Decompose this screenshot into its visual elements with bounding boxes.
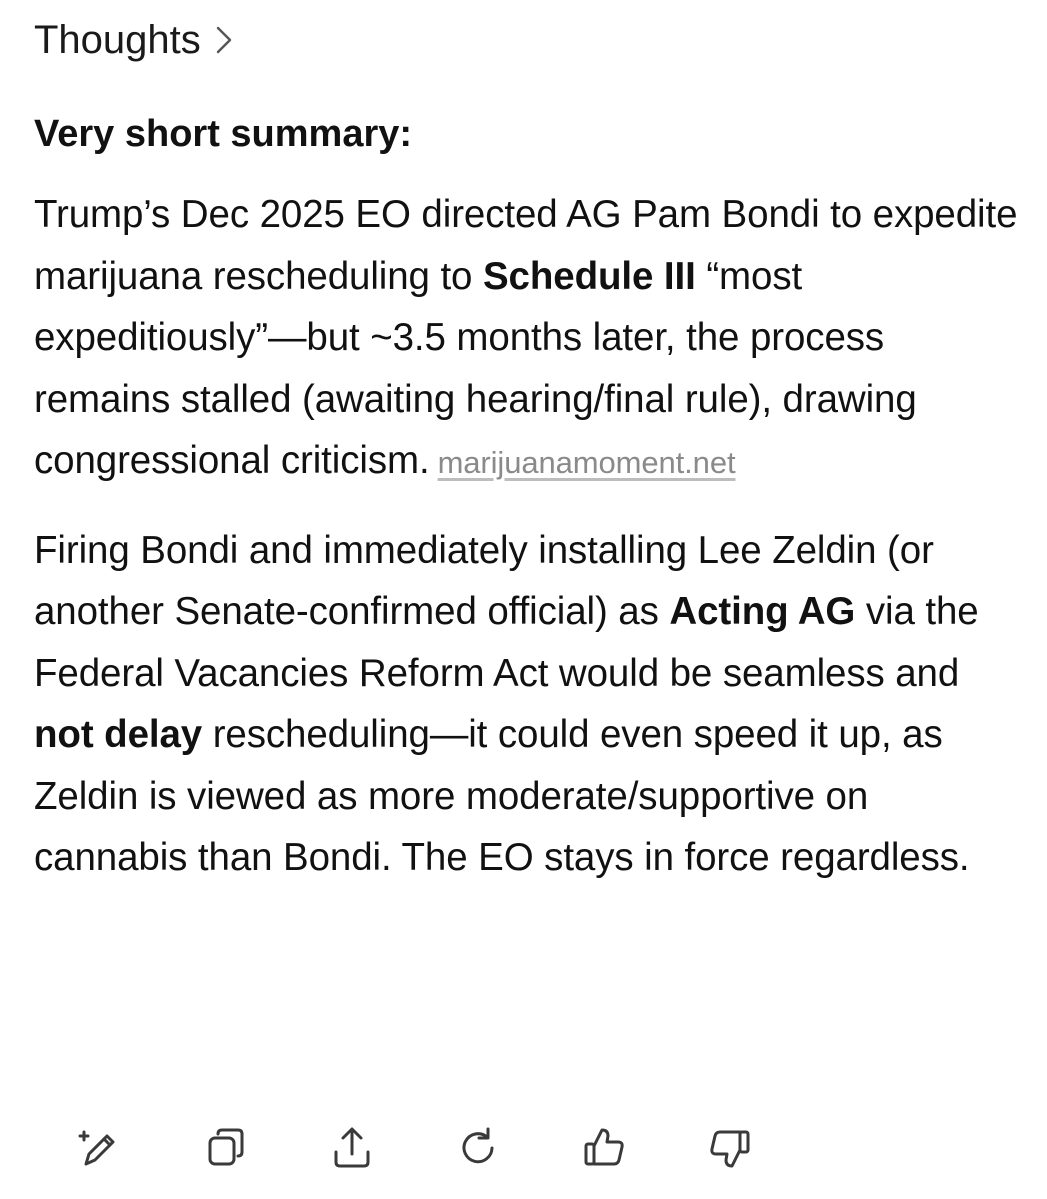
p1-text-1: Trump’s Dec 2025 EO directed AG Pam Bondi to expedite marijuana rescheduling to [34, 193, 1018, 298]
regenerate-button[interactable] [448, 1120, 508, 1180]
p1-bold-schedule: Schedule III [482, 254, 696, 298]
summary-paragraph-2 [34, 520, 1024, 889]
regenerate-icon [454, 1124, 502, 1177]
summary-paragraph-1 [34, 184, 1024, 494]
response-container [34, 14, 1024, 889]
edit-sparkle-icon [76, 1124, 124, 1177]
edit-button[interactable] [70, 1120, 130, 1180]
share-button[interactable] [322, 1120, 382, 1180]
copy-icon [202, 1124, 250, 1177]
copy-button[interactable] [196, 1120, 256, 1180]
thumbs-up-icon [580, 1124, 628, 1177]
thumbs-down-icon [706, 1124, 754, 1177]
p2-text-3: rescheduling—it could even speed it up, as Zeldin is viewed as more moderate/supportive on cannabis than Bondi. The EO stays in force regardless. [34, 713, 970, 879]
thumbs-down-button[interactable] [700, 1120, 760, 1180]
thoughts-toggle[interactable] [34, 14, 1024, 66]
thoughts-label: Thoughts [34, 18, 201, 62]
source-link[interactable]: marijuanamoment.net [437, 445, 736, 480]
thumbs-up-button[interactable] [574, 1120, 634, 1180]
p1-text-2: “most expeditiously”—but ~3.5 months later, the process remains stalled (awaiting hearing/final rule), drawing congressional criticism. [34, 254, 917, 482]
chevron-right-icon [215, 25, 233, 55]
p2-bold-not-delay: not delay [34, 713, 203, 756]
share-icon [328, 1124, 376, 1177]
p2-text-2: via the Federal Vacancies Reform Act would be seamless and [34, 590, 979, 695]
action-bar [70, 1120, 770, 1180]
p2-text-1: Firing Bondi and immediately installing Lee Zeldin (or another Senate-confirmed official) as [34, 528, 934, 633]
p2-bold-acting-ag: Acting AG [669, 590, 856, 633]
summary-heading: Very short summary: [34, 113, 413, 155]
